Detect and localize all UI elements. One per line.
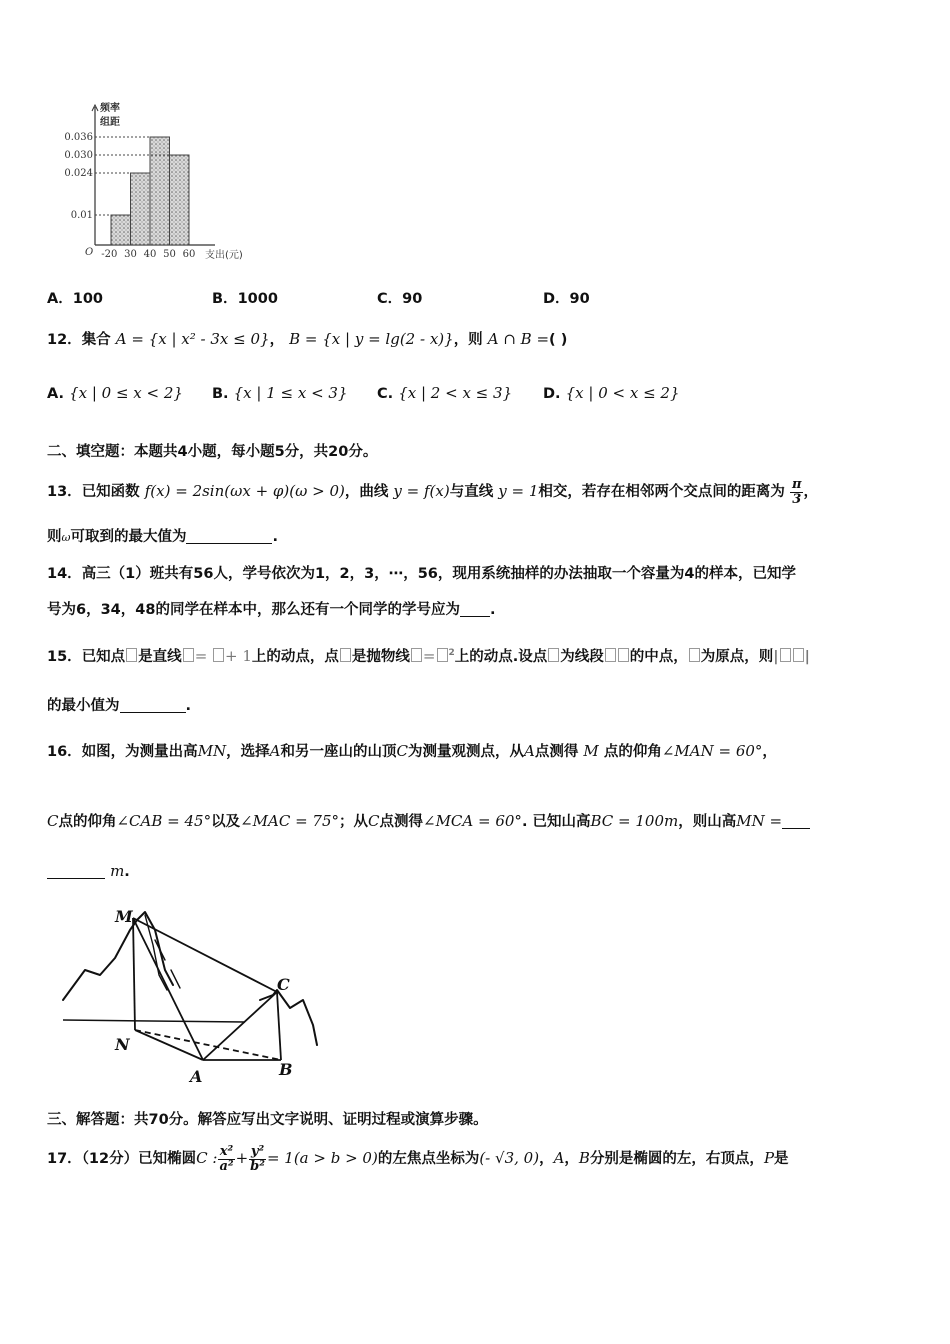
x-axis-label: 支出(元) bbox=[205, 250, 243, 261]
q14-line-2: 号为6，34，48的同学在样本中，那么还有一个同学的学号应为 . bbox=[47, 602, 496, 618]
x-tick-dash: - bbox=[101, 249, 105, 260]
missing-glyph-icon bbox=[213, 648, 224, 662]
x-tick-label: 30 bbox=[124, 249, 137, 260]
missing-glyph-icon bbox=[618, 648, 629, 662]
ground-line bbox=[63, 1020, 245, 1022]
answer-blank[interactable] bbox=[782, 828, 810, 829]
q12-option-d: D. {x | 0 < x ≤ 2} bbox=[543, 384, 680, 402]
q12-stem: 12．集合 A = {x | x² - 3x ≤ 0}， B = {x | y = lg(2 - x)}，则 A ∩ B =( ) bbox=[47, 330, 568, 348]
q12-option-c: C. {x | 2 < x ≤ 3} bbox=[377, 384, 513, 402]
y-tick-label: 0.030 bbox=[64, 150, 93, 161]
answer-blank[interactable] bbox=[460, 616, 490, 617]
q13-line-1: 13．已知函数 f(x) = 2sin(ωx + φ)(ω > 0)，曲线 y = f(x)与直线 y = 1相交，若存在相邻两个交点间的距离为 $\frac{\pi}{3}$ ， bbox=[47, 477, 818, 507]
missing-glyph-icon bbox=[437, 648, 448, 662]
missing-glyph-icon bbox=[126, 648, 137, 662]
histogram-chart bbox=[55, 95, 255, 265]
q15-line-2: 的最小值为 . bbox=[47, 698, 192, 714]
section-2-heading: 二、填空题：本题共4小题，每小题5分，共20分。 bbox=[47, 444, 378, 460]
q13-line-2: 则ω可取到的最大值为 . bbox=[47, 529, 278, 545]
label-N: N bbox=[115, 1035, 130, 1054]
x-tick-label: 60 bbox=[182, 249, 196, 260]
pi-over-3: $\frac{\pi}{3}$ bbox=[791, 477, 802, 507]
label-M: M bbox=[115, 907, 133, 926]
section-3-heading: 三、解答题：共70分。解答应写出文字说明、证明过程或演算步骤。 bbox=[47, 1112, 488, 1128]
q11-option-c: C．90 bbox=[377, 291, 423, 307]
line-C-B bbox=[277, 992, 281, 1060]
q17-stem: 17．（12分）已知椭圆C : $\frac{\text{x²}}{\text{a²}}$ + $\frac{\text{y²}}{\text{b²}}$ = 1(a > b > 0)的左焦点坐标为(- √3, 0)，A，B分别是椭圆的左，右顶点，P是 bbox=[47, 1144, 789, 1174]
missing-glyph-icon bbox=[605, 648, 616, 662]
histogram-bar bbox=[170, 155, 190, 245]
label-A: A bbox=[190, 1067, 203, 1086]
answer-blank[interactable] bbox=[120, 712, 186, 713]
x-tick-label: 50 bbox=[163, 249, 176, 260]
q15-line-1: 15．已知点 是直线 = + 1上的动点，点 是抛物线 = $^2$上的动点.设点 为线段 的中点， 为原点，则| | bbox=[47, 647, 810, 665]
label-B: B bbox=[279, 1060, 293, 1079]
label-C: C bbox=[277, 975, 290, 994]
line-A-C bbox=[203, 992, 277, 1060]
q11-option-b: B．1000 bbox=[212, 291, 278, 307]
histogram-bar bbox=[131, 173, 151, 245]
missing-glyph-icon bbox=[689, 648, 700, 662]
q11-option-d: D．90 bbox=[543, 291, 590, 307]
missing-glyph-icon bbox=[780, 648, 791, 662]
q16-line-1: 16．如图，为测量出高MN，选择A和另一座山的山顶C为测量观测点，从A点测得 M 点的仰角∠MAN = 60°， bbox=[47, 742, 777, 760]
q16-line-3: m. bbox=[47, 862, 130, 880]
missing-glyph-icon bbox=[548, 648, 559, 662]
x-tick-label: 20 bbox=[104, 249, 118, 260]
y-tick-label: 0.024 bbox=[64, 168, 93, 179]
q12-option-b: B. {x | 1 ≤ x < 3} bbox=[212, 384, 348, 402]
missing-glyph-icon bbox=[340, 648, 351, 662]
q16-line-2: C点的仰角∠CAB = 45°以及∠MAC = 75°；从C点测得∠MCA = 60°. 已知山高BC = 100m，则山高MN = bbox=[47, 810, 810, 831]
line-M-A bbox=[133, 918, 203, 1060]
mountain-right-outline bbox=[260, 990, 317, 1045]
line-N-A bbox=[135, 1030, 203, 1060]
y-tick-label: 0.036 bbox=[64, 132, 93, 143]
histogram-bar bbox=[111, 215, 131, 245]
x-tick-label: 40 bbox=[143, 249, 157, 260]
origin-label: O bbox=[85, 247, 94, 258]
missing-glyph-icon bbox=[183, 648, 194, 662]
q14-line-1: 14．高三（1）班共有56人，学号依次为1，2，3，⋯，56，现用系统抽样的办法抽取一个容量为4的样本，已知学 bbox=[47, 566, 796, 582]
q12-option-a: A. {x | 0 ≤ x < 2} bbox=[47, 384, 183, 402]
histogram-bar bbox=[150, 137, 170, 245]
missing-glyph-icon bbox=[411, 648, 422, 662]
y-axis-label-bottom: 组距 bbox=[100, 117, 120, 128]
y-axis-label-top: 频率 bbox=[100, 103, 120, 114]
missing-glyph-icon bbox=[793, 648, 804, 662]
q11-option-a: A．100 bbox=[47, 291, 104, 307]
y-tick-label: 0.01 bbox=[70, 210, 93, 221]
line-M-N bbox=[133, 918, 135, 1030]
answer-blank[interactable] bbox=[47, 878, 105, 879]
mountain-figure bbox=[55, 900, 355, 1090]
answer-blank[interactable] bbox=[186, 543, 272, 544]
